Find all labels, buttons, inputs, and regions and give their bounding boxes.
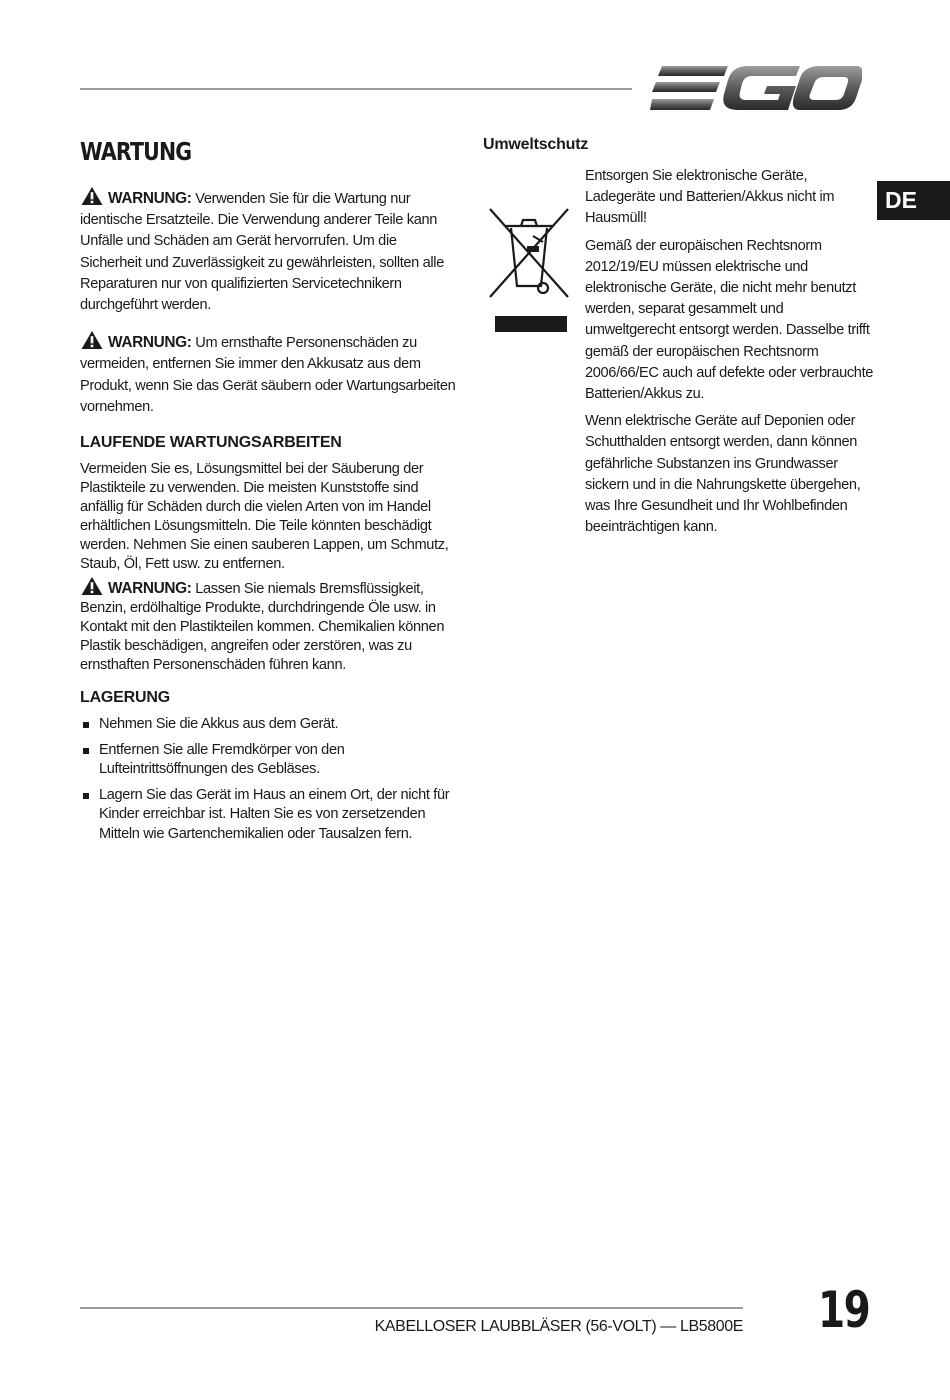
footer-rule: [80, 1307, 743, 1309]
maintenance-heading: LAUFENDE WARTUNGSARBEITEN: [80, 434, 342, 452]
maintenance-text: Vermeiden Sie es, Lösungsmittel bei der Säuberung der Plastikteile zu verwenden. Die meisten Kunststoffe sind anfällig für Schäden durch die vielen Arten von im Handel erhältlichen Lösungsmitteln. Die Teile könnten beschädigt werden. Nehmen Sie einen sauberen Lappen, um Schmutz, Staub, Öl, Fett usw. zu entfernen.: [80, 461, 449, 573]
square-bullet-icon: [83, 722, 89, 728]
page-number: 19: [818, 1281, 870, 1339]
language-tab: DE: [877, 181, 950, 220]
weee-bar: [495, 316, 567, 332]
warning-text: Um ernsthafte Personenschäden zu vermeiden, entfernen Sie immer den Akkusatz aus dem Produkt, wenn Sie das Gerät säubern oder Wartungsarbeiten vornehmen.: [80, 335, 456, 415]
warning-paragraph: [80, 330, 460, 418]
environment-heading: Umweltschutz: [483, 136, 589, 153]
warning-paragraph: [80, 186, 460, 316]
list-item: Nehmen Sie die Akkus aus dem Gerät.: [80, 715, 460, 735]
environment-paragraph: Wenn elektrische Geräte auf Deponien oder Schutthalden entsorgt werden, dann können gefährliche Substanzen ins Grundwasser sickern und in die Nahrungskette übergehen, was Ihre Gesundheit und Ihr Wohlbefinden beeinträchtigen kann.: [585, 413, 861, 536]
environment-text: [585, 166, 875, 538]
warning-triangle-icon: [80, 330, 104, 350]
crossed-out-wheelie-bin-icon: [487, 206, 571, 300]
square-bullet-icon: [83, 748, 89, 754]
warning-triangle-icon: [80, 576, 104, 596]
environment-paragraph: Gemäß der europäischen Rechtsnorm 2012/19/EU müssen elektrische und elektronische Geräte, die nicht mehr benutzt werden, separat gesammelt und umweltgerecht entsorgt werden. Dasselbe trifft gemäß der europäischen Rechtsnorm 2006/66/EC auch auf defekte oder verbrauchte Batterien/Akkus zu.: [585, 237, 874, 403]
storage-list: [80, 715, 460, 844]
environment-block: [483, 166, 883, 538]
warning-text: Verwenden Sie für die Wartung nur identische Ersatzteile. Die Verwendung anderer Teile kann Unfälle und Schäden am Gerät hervorrufen. Um die Sicherheit und Zuverlässigkeit zu gewährleisten, sollten alle Reparaturen nur von qualifizierten Servicetechnikern durchgeführt werden.: [80, 191, 444, 314]
warning-label: WARNUNG:: [108, 334, 192, 352]
warning-text: Lassen Sie niemals Bremsflüssigkeit, Benzin, erdölhaltige Produkte, durchdringende Öle usw. in Kontakt mit den Plastikteilen kommen. Chemikalien können Plastik beschädigen, angreifen oder zerstören, was zu ernsthaften Personenschäden führen kann.: [80, 581, 445, 674]
list-item: Lagern Sie das Gerät im Haus an einem Ort, der nicht für Kinder erreichbar ist. Halten Sie es von zersetzenden Mitteln wie Gartenchemikalien oder Tausalzen fern.: [80, 786, 460, 845]
maintenance-column: [80, 136, 460, 850]
ego-logo: [650, 62, 862, 114]
warning-label: WARNUNG:: [108, 580, 192, 598]
header-rule: [80, 88, 632, 90]
warning-label: WARNUNG:: [108, 190, 192, 207]
warning-triangle-icon: [80, 186, 104, 206]
storage-heading: LAGERUNG: [80, 689, 170, 707]
environment-paragraph: Entsorgen Sie elektronische Geräte, Ladegeräte und Batterien/Akkus nicht im Hausmüll!: [585, 168, 835, 227]
footer-product-title: KABELLOSER LAUBBLÄSER (56-VOLT) — LB5800E: [374, 1318, 743, 1335]
square-bullet-icon: [83, 793, 89, 799]
warning-paragraph: [80, 576, 460, 675]
environment-column: [483, 134, 883, 544]
section-title: WARTUNG: [80, 137, 192, 166]
list-item: Entfernen Sie alle Fremdkörper von den Lufteintrittsöffnungen des Gebläses.: [80, 741, 460, 780]
